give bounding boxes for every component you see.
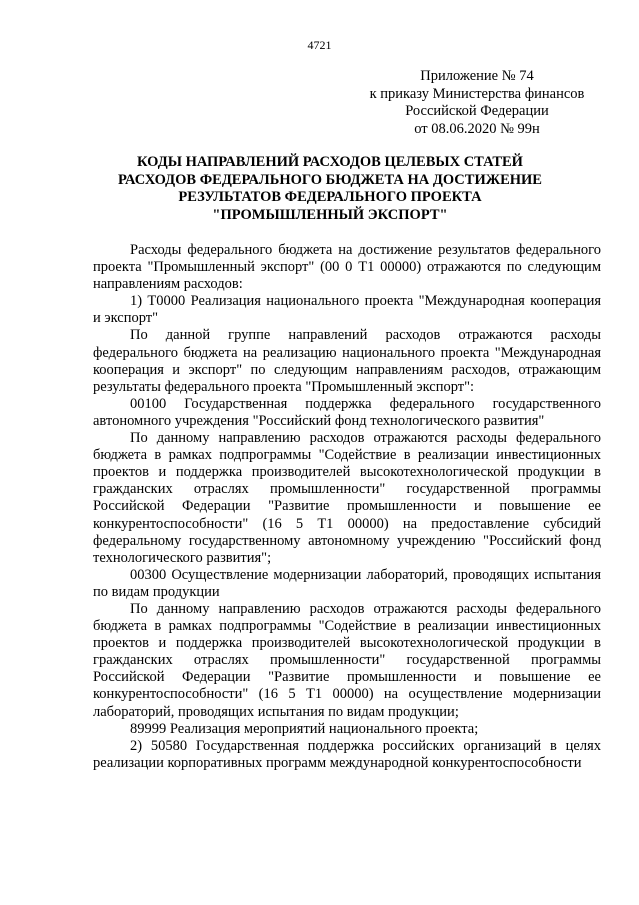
body-paragraph: 2) 50580 Государственная поддержка российских организаций в целях реализации корпоративных программ международной конкурентоспособности [93,737,601,771]
appendix-block [352,68,602,138]
document-title [90,154,570,224]
appendix-order-date: от 08.06.2020 № 99н [414,120,540,137]
body-paragraph: По данному направлению расходов отражаются расходы федерального бюджета в рамках подпрограммы "Содействие в реализации инвестиционных проектов и поддержка производителей высокотехнологической продукции в гражданских отраслях промышленности" государственной программы Российской Федерации "Развитие промышленности и повышение ее конкурентоспособности" (16 5 Т1 00000) на предоставление субсидий федеральному государственному автономному учреждению "Российский фонд технологического развития"; [93,430,601,566]
body-paragraph: 89999 Реализация мероприятий национального проекта; [130,720,479,737]
title-line: РЕЗУЛЬТАТОВ ФЕДЕРАЛЬНОГО ПРОЕКТА [178,189,482,206]
appendix-number: Приложение № 74 [420,68,534,84]
title-line: "ПРОМЫШЛЕННЫЙ ЭКСПОРТ" [212,206,448,223]
title-line: КОДЫ НАПРАВЛЕНИЙ РАСХОДОВ ЦЕЛЕВЫХ СТАТЕЙ [137,154,523,170]
page-number: 4721 [307,38,332,52]
body-paragraph: По данному направлению расходов отражаются расходы федерального бюджета в рамках подпрограммы "Содействие в реализации инвестиционных проектов и поддержка производителей высокотехнологической продукции в гражданских отраслях промышленности" государственной программы Российской Федерации "Развитие промышленности и повышение ее конкурентоспособности" (16 5 Т1 00000) на осуществление модернизации лабораторий, проводящих испытания по видам продукции; [93,600,601,720]
body-paragraph: 00100 Государственная поддержка федерального государственного автономного учреждения "Российский фонд технологического развития" [93,395,601,429]
body-paragraph: 1) Т0000 Реализация национального проекта "Международная кооперация и экспорт" [93,293,601,327]
body-paragraph: Расходы федерального бюджета на достижение результатов федерального проекта "Промышленный экспорт" (00 0 Т1 00000) отражаются по следующим направлениям расходов: [93,242,601,293]
appendix-order-reference: к приказу Министерства финансов [369,85,585,102]
body-paragraph: 00300 Осуществление модернизации лабораторий, проводящих испытания по видам продукции [93,566,601,600]
appendix-country: Российской Федерации [405,103,549,120]
title-line: РАСХОДОВ ФЕДЕРАЛЬНОГО БЮДЖЕТА НА ДОСТИЖЕНИЕ [118,171,542,188]
body-paragraph: По данной группе направлений расходов отражаются расходы федерального бюджета на реализацию национального проекта "Международная кооперация и экспорт" по следующим направлениям расходов, отражающим результаты федерального проекта "Промышленный экспорт": [93,327,601,395]
document-body [93,242,601,772]
